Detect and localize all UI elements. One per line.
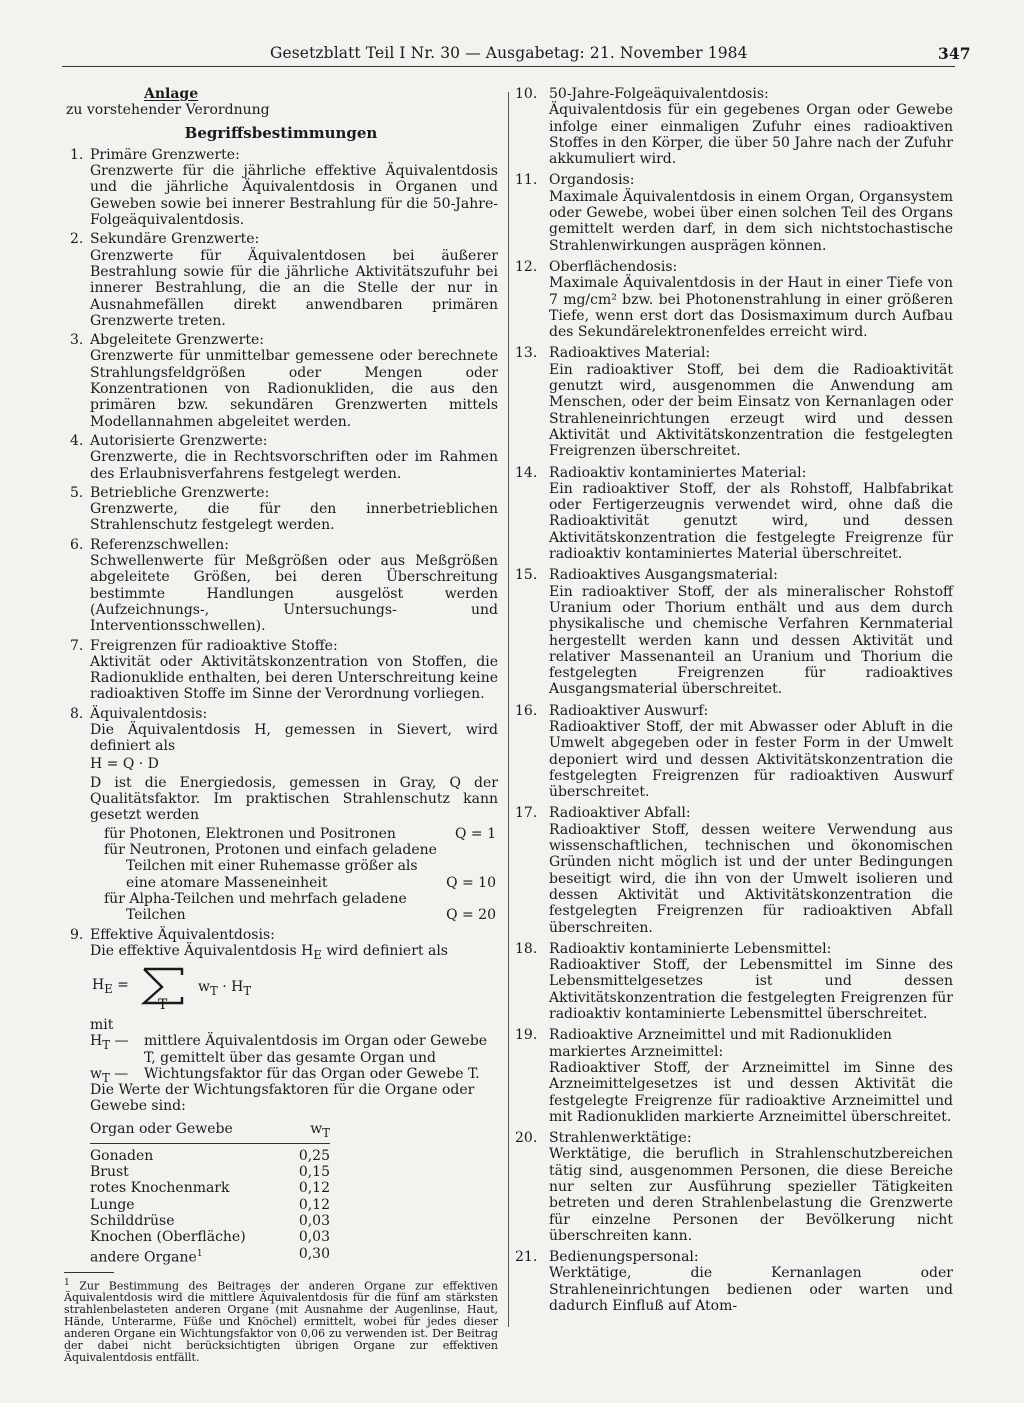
item-number: 17.	[515, 805, 538, 822]
symbol-subscript: T	[102, 1038, 110, 1053]
sum-subscript: T	[158, 996, 168, 1013]
footnote-mark: 1	[64, 1277, 70, 1288]
footnote-rule	[64, 1272, 114, 1273]
weighting-factor-table	[90, 1121, 330, 1266]
table-row	[90, 1197, 330, 1213]
rhs-subscript-2: T	[243, 983, 252, 998]
item-definition: Grenzwerte, die in Rechtsvorschriften oder im Rahmen des Erlaubnisverfahrens festgelegt werden.	[90, 449, 498, 482]
item-definition: Ein radioaktiver Stoff, bei dem die Radioaktivität genutzt wird, ausgenommen die Anwendung am Menschen, oder der beim Einsatz von Kernanlagen oder Strahleneinrichtungen erzeugt wird und dessen Aktivität und Aktivitätskonzentration die festgelegten Freigrenzen überschreitet.	[549, 361, 953, 460]
item-term: Radioaktiv kontaminiertes Material:	[549, 464, 807, 481]
header-organ: Organ oder Gewebe	[90, 1120, 233, 1137]
item-term: Radioaktives Material:	[549, 345, 711, 362]
formula-rhs	[198, 979, 251, 999]
item-definition: Radioaktiver Stoff, der Arzneimittel im Sinne des Arzneimittelgesetzes ist und dessen Aktivität die festgelegte Freigrenze für radioaktive Arzneimittel und mit Radionukliden markierte Arzneimittel überschreitet.	[549, 1059, 953, 1125]
definition-item	[515, 86, 953, 167]
column-divider	[508, 92, 509, 1327]
item-number: 1.	[70, 146, 84, 163]
header-rule	[62, 66, 955, 67]
item-definition: Maximale Äquivalentdosis in einem Organ, Organsystem oder Gewebe, wobei über einen solchen Teil des Organs gemittelt werden darf, in dem sich nichtstochastische Strahlenwirkungen ausprägen können.	[549, 188, 953, 254]
definition-item	[515, 1027, 953, 1125]
item-number: 7.	[70, 637, 84, 654]
item-term: Radioaktiver Abfall:	[549, 805, 691, 822]
def-text-end: wird definiert als	[321, 942, 448, 959]
definition-item	[515, 1130, 953, 1244]
item-definition: Radioaktiver Stoff, dessen weitere Verwendung aus wissenschaftlichen, technischen und ökonomischen Gründen nicht möglich ist und der unter Bedingungen beseitigt wird, die ihn von der Umwelt isolieren und dessen Aktivität und Aktivitätskonzentration die festgelegten Freigrenzen für radioaktiven Abfall überschreiten.	[549, 821, 953, 936]
header-w-subscript: T	[322, 1125, 330, 1140]
symbol-definition	[90, 1033, 498, 1066]
item-definition: Maximale Äquivalentdosis in der Haut in einer Tiefe von 7 mg/cm² bzw. bei Photonenstrahlung in einer größeren Tiefe, wenn erst dort das Dosismaximum durch Aufbau des Sekundärelektronenfeldes erreicht wird.	[549, 275, 953, 341]
quality-factor-table	[104, 826, 496, 924]
symbol-subscript: T	[101, 1070, 110, 1085]
organ-name: andere Organe	[90, 1249, 197, 1266]
item-definition: Werktätige, die beruflich in Strahlenschutzbereichen tätig sind, ausgenommen Personen, die diese Bereiche nur selten zur Ausführung spezieller Tätigkeiten betreten und deren Strahlenbelastung die Grenzwerte für einzelne Personen der Bevölkerung nicht überschreiten kann.	[549, 1146, 953, 1244]
item-term: Sekundäre Grenzwerte:	[90, 231, 260, 248]
definition-item	[515, 567, 953, 697]
lhs-symbol: H	[92, 976, 105, 993]
item-term: Radioaktive Arzneimittel und mit Radionukliden markiertes Arzneimittel:	[549, 1027, 892, 1060]
quality-factor-value: Q = 10	[446, 874, 496, 891]
definition-item	[515, 703, 953, 801]
radiation-type: für Photonen, Elektronen und Positronen	[104, 825, 396, 842]
item-term: Effektive Äquivalentdosis:	[90, 926, 275, 943]
item-number: 11.	[515, 172, 538, 189]
organ-cell: Lunge	[90, 1196, 135, 1213]
definition-item	[515, 345, 953, 459]
item-number: 10.	[515, 86, 538, 102]
item-number: 19.	[515, 1027, 538, 1044]
footnote	[64, 1277, 498, 1365]
item-number: 14.	[515, 464, 538, 481]
anlage-heading: Anlage	[144, 86, 199, 102]
weight-cell: 0,03	[298, 1213, 330, 1229]
definition-item	[64, 147, 498, 228]
item-term: Äquivalentdosis:	[90, 705, 208, 722]
symbol-letter: H	[90, 1033, 103, 1050]
definition-item	[64, 485, 498, 534]
lhs-subscript: E	[104, 981, 113, 996]
item-term: Bedienungspersonal:	[549, 1249, 699, 1266]
organ-cell: rotes Knochenmark	[90, 1180, 230, 1197]
definition-item	[64, 433, 498, 482]
definition-item	[64, 638, 498, 703]
definition-item	[515, 465, 953, 563]
symbol	[90, 1033, 128, 1053]
definition-item	[515, 1249, 953, 1314]
item-number: 15.	[515, 567, 538, 584]
mit-label: mit	[90, 1016, 114, 1033]
footnote-text: Zur Bestimmung des Beitrages der anderen Organe zur effektiven Äquivalentdosis wird die mittlere Äquivalentdosis für die fünf am stärksten strahlenbelasteten anderen Organe (mit Ausnahme der Augenlinse, Haut, Hände, Unterarme, Füße und Knöchel) ermittelt, wobei für jedes dieser anderen Organe ein Wichtungsfaktor von 0,06 zu verwenden ist. Der Beitrag der dabei nicht berücksichtigten übrigen Organe zur effektiven Äquivalentdosis entfällt.	[64, 1279, 498, 1365]
item-definition-continued: D ist die Energiedosis, gemessen in Gray, Q der Qualitätsfaktor. Im praktischen Strahlenschutz kann gesetzt werden	[90, 774, 498, 824]
section-title: Begriffsbestimmungen	[184, 123, 378, 142]
item-number: 18.	[515, 940, 538, 957]
item-term: Freigrenzen für radioaktive Stoffe:	[90, 637, 338, 654]
organ-cell: Schilddrüse	[90, 1213, 175, 1229]
radiation-type: für Alpha-Teilchen und mehrfach geladene Teilchen	[104, 890, 407, 924]
item-number: 6.	[70, 536, 84, 553]
item-term: Organdosis:	[549, 172, 635, 189]
weight-cell: 0,12	[298, 1180, 330, 1197]
item-number: 13.	[515, 345, 538, 362]
item-term: Radioaktiv kontaminierte Lebensmittel:	[549, 940, 832, 957]
item-term: Betriebliche Grenzwerte:	[90, 484, 270, 501]
quality-factor-row	[104, 891, 496, 924]
symbol-meaning: mittlere Äquivalentdosis im Organ oder Gewebe T, gemittelt über das gesamte Organ und	[144, 1033, 488, 1066]
item-number: 3.	[70, 332, 84, 349]
quality-factor-value: Q = 20	[446, 907, 496, 924]
item-term: Autorisierte Grenzwerte:	[90, 432, 268, 449]
item-term: Strahlenwerktätige:	[549, 1130, 692, 1147]
item-term: 50-Jahre-Folgeäquivalentdosis:	[549, 86, 769, 102]
symbol-definition	[90, 1065, 498, 1085]
item-definition: Ein radioaktiver Stoff, der als mineralischer Rohstoff Uranium oder Thorium enthält und aus dem durch physikalische und chemische Verfahren Kernmaterial hergestellt werden kann und dessen Aktivität und relativer Massenanteil an Uranium und Thorium die festgelegten Freigrenzen für radioaktives Ausgangsmaterial überschreitet.	[549, 583, 953, 698]
item-term: Radioaktives Ausgangsmaterial:	[549, 567, 778, 584]
item-definition: Die Äquivalentdosis H, gemessen in Sievert, wird definiert als	[90, 721, 498, 755]
table-row	[90, 1229, 330, 1245]
item-definition: Grenzwerte für die jährliche effektive Äquivalentdosis und die jährliche Äquivalentdosis in Organen und Geweben sowie bei innerer Bestrahlung für die 50-Jahre-Folgeäquivalentdosis.	[90, 163, 498, 229]
item-definition	[90, 943, 498, 963]
definition-item	[515, 941, 953, 1022]
item-definition: Radioaktiver Stoff, der mit Abwasser oder Abluft in die Umwelt abgegeben oder in fester Form in der Umwelt deponiert wird und dessen Aktivitätskonzentration die festgelegten Freigrenzen für radioaktiven Auswurf überschreitet.	[549, 718, 953, 801]
item-number: 5.	[70, 484, 84, 501]
rhs-dot-h: · H	[217, 978, 244, 995]
table-row	[90, 1164, 330, 1180]
symbol-dash: —	[110, 1033, 129, 1050]
quality-factor-row	[104, 842, 496, 891]
symbol-letter: w	[90, 1065, 102, 1082]
symbol	[90, 1066, 128, 1086]
rhs-symbol: w	[198, 978, 210, 995]
item-number: 12.	[515, 258, 538, 275]
item-definition: Grenzwerte, die für den innerbetrieblichen Strahlenschutz festgelegt werden.	[90, 501, 498, 534]
item-number: 9.	[70, 926, 84, 943]
item-term: Referenzschwellen:	[90, 536, 229, 553]
definition-item	[64, 537, 498, 635]
equals-sign: =	[112, 976, 129, 993]
item-definition: Ein radioaktiver Stoff, der als Rohstoff, Halbfabrikat oder Fertigerzeugnis verwendet wird, ohne daß die Radioaktivität genutzt wird, und dessen Aktivitätskonzentration die festgelegte Freigrenze für radioaktiv kontaminiertes Material überschreitet.	[549, 480, 953, 563]
item-term: Abgeleitete Grenzwerte:	[90, 332, 264, 349]
footnote-reference: 1	[196, 1248, 203, 1259]
weight-cell: 0,03	[298, 1229, 330, 1246]
item-definition: Schwellenwerte für Meßgrößen oder aus Meßgrößen abgeleitete Größen, bei deren Überschreitung bestimmte Handlungen ausgelöst werden (Aufzeichnungs-, Untersuchungs- und Interventionsschwellen).	[90, 553, 498, 635]
definition-item	[64, 231, 498, 329]
table-row	[90, 1246, 330, 1266]
header-w-letter: w	[310, 1120, 323, 1137]
item-definition: Werktätige, die Kernanlagen oder Strahleneinrichtungen bedienen oder warten und dadurch Einfluß auf Atom-	[549, 1265, 953, 1315]
table-row	[90, 1180, 330, 1196]
quality-factor-value: Q = 1	[454, 825, 496, 842]
definition-item	[64, 332, 498, 430]
symbol-meaning: Wichtungsfaktor für das Organ oder Gewebe T.	[144, 1065, 480, 1082]
item-number: 8.	[70, 705, 84, 722]
definition-item-effektive-aequivalentdosis	[64, 927, 498, 1266]
item-term: Primäre Grenzwerte:	[90, 146, 240, 163]
definition-item	[515, 259, 953, 340]
def-text: Die effektive Äquivalentdosis H	[90, 942, 314, 959]
weight-cell: 0,15	[298, 1164, 330, 1181]
item-definition: Äquivalentdosis für ein gegebenes Organ oder Gewebe infolge einer einmaligen Zufuhr eines radioaktiven Stoffes in den Körper, die über 50 Jahre nach der Zufuhr akkumuliert wird.	[549, 102, 953, 168]
item-number: 16.	[515, 702, 538, 719]
effective-dose-formula	[90, 967, 498, 1015]
header-w	[310, 1121, 330, 1141]
item-term: Oberflächendosis:	[549, 258, 678, 275]
item-number: 20.	[515, 1130, 538, 1147]
radiation-type: für Neutronen, Protonen und einfach geladene Teilchen mit einer Ruhemasse größer als eine atomare Masseneinheit	[104, 842, 437, 891]
item-definition: Grenzwerte für unmittelbar gemessene oder berechnete Strahlungsfeldgrößen oder Mengen oder Konzentrationen von Radionukliden, die aus den primären bzw. sekundären Grenzwerten mittels Modellannahmen abgeleitet werden.	[90, 348, 498, 430]
item-definition: Aktivität oder Aktivitätskonzentration von Stoffen, die Radionuklide enthalten, bei deren Unterschreitung keine radioaktiven Stoffe im Sinne der Verordnung vorliegen.	[90, 653, 498, 703]
item-term: Radioaktiver Auswurf:	[549, 702, 709, 719]
item-number: 4.	[70, 432, 84, 449]
symbol-dash: —	[109, 1065, 129, 1082]
table-row	[90, 1148, 330, 1164]
weighting-intro: Die Werte der Wichtungsfaktoren für die Organe oder Gewebe sind:	[90, 1082, 475, 1115]
quality-factor-row	[104, 826, 496, 842]
organ-cell: Brust	[90, 1164, 129, 1181]
item-definition: Radioaktiver Stoff, der Lebensmittel im Sinne des Lebensmittelgesetzes ist und dessen Aktivitätskonzentration die festgelegten Freigrenzen für radioaktiv kontaminierte Lebensmittel überschreitet.	[549, 957, 953, 1023]
equivalent-dose-formula: H = Q · D	[90, 755, 159, 772]
weight-cell: 0,25	[298, 1147, 330, 1164]
anlage-subheading: zu vorstehender Verordnung	[66, 102, 270, 119]
page-number: 347	[938, 44, 971, 63]
weight-cell: 0,30	[298, 1245, 330, 1262]
left-column	[64, 86, 498, 1364]
item-definition: Grenzwerte für Äquivalentdosen bei äußerer Bestrahlung sowie für die jährliche Aktivitätszufuhr bei innerer Bestrahlung, die an die Stelle der nur in Ausnahmefällen direkt anwendbaren primären Grenzwerte treten.	[90, 247, 498, 329]
definition-item	[515, 172, 953, 253]
organ-cell	[90, 1246, 203, 1266]
organ-cell: Knochen (Oberfläche)	[90, 1229, 246, 1246]
table-row	[90, 1213, 330, 1229]
organ-cell: Gonaden	[90, 1147, 154, 1164]
header-title: Gesetzblatt Teil I Nr. 30 — Ausgabetag: 21. November 1984	[270, 44, 748, 62]
formula-lhs	[92, 977, 129, 997]
right-column	[515, 86, 953, 1319]
definition-item-aequivalentdosis	[64, 706, 498, 924]
rhs-subscript: T	[209, 983, 218, 998]
table-header	[90, 1121, 330, 1144]
def-subscript: E	[313, 947, 322, 962]
weight-cell: 0,12	[298, 1196, 330, 1213]
item-number: 21.	[515, 1249, 538, 1266]
item-number: 2.	[70, 231, 84, 248]
definition-item	[515, 805, 953, 935]
